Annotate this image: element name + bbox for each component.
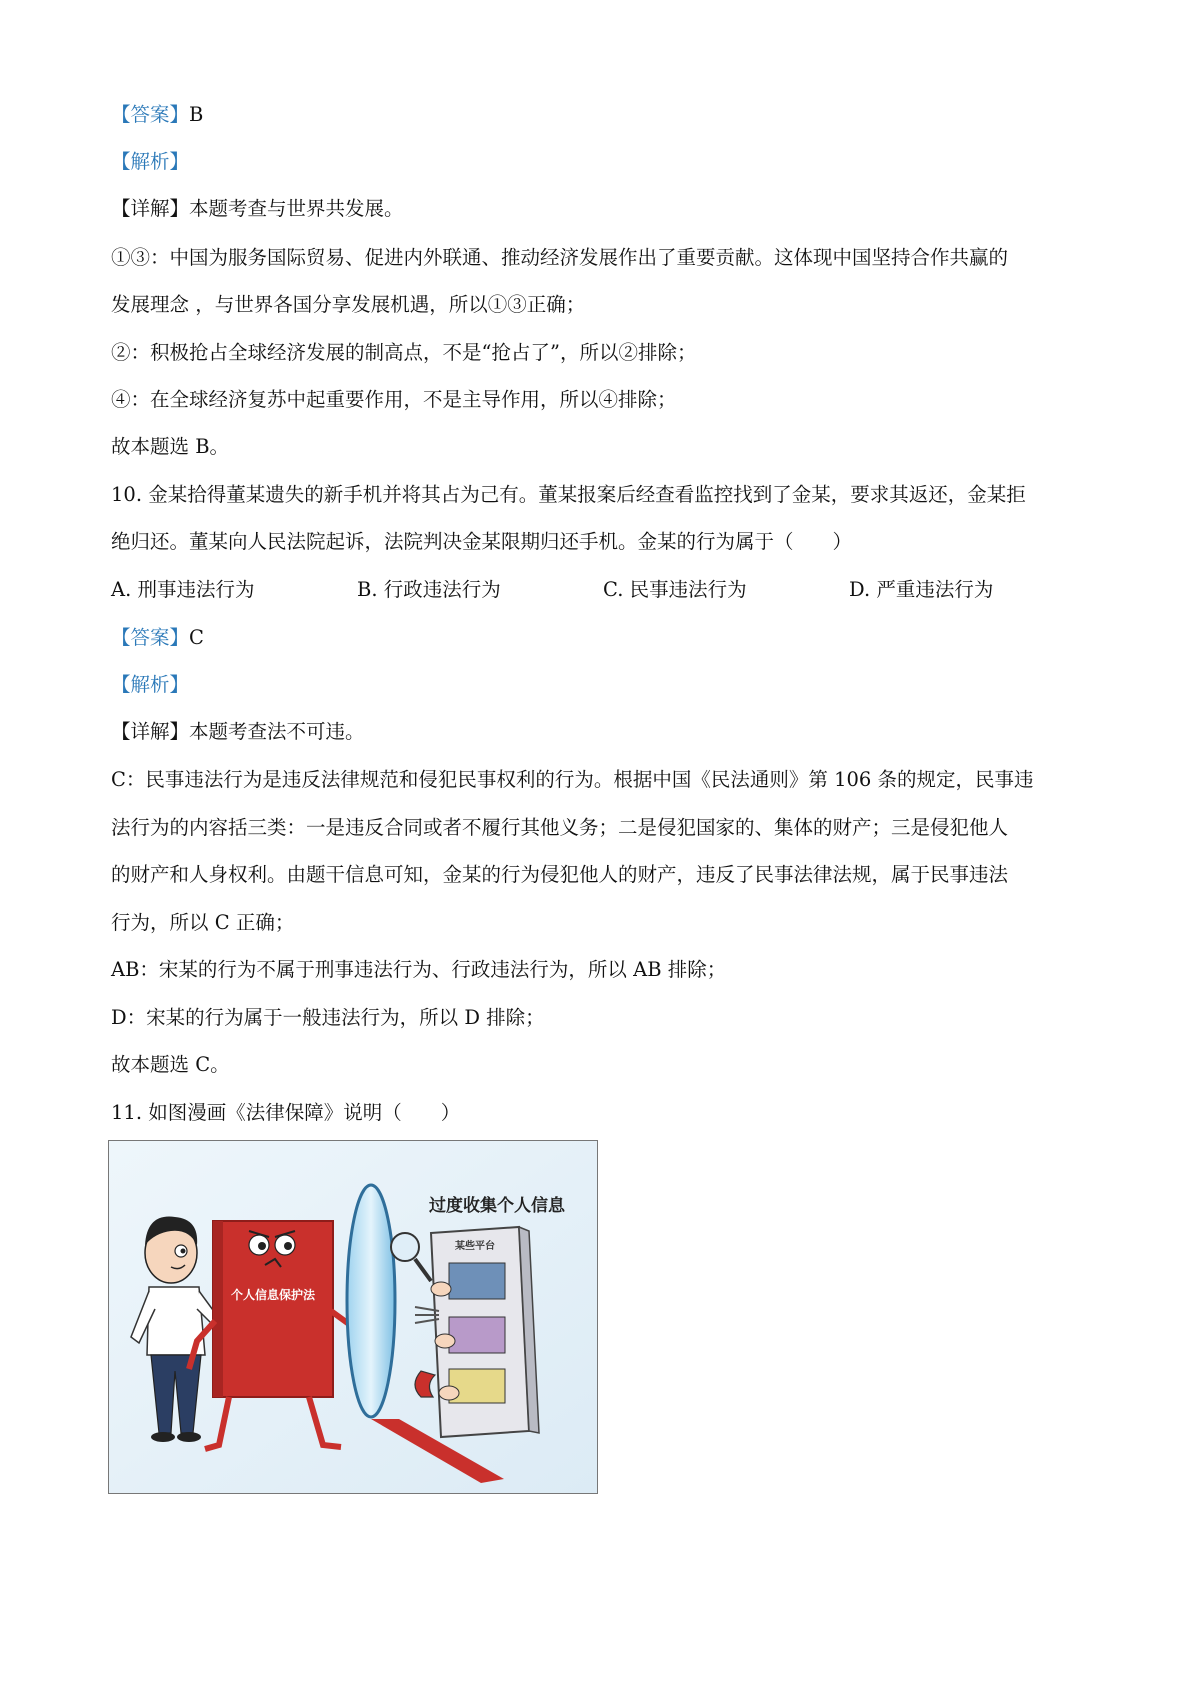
q10-line-3: 的财产和人身权利。由题干信息可知，金某的行为侵犯他人的财产，违反了民事法律法规，属于民事违法 <box>111 863 1009 886</box>
detail-tag: 【详解】 <box>111 197 190 220</box>
q10-line-6: D：宋某的行为属于一般违法行为，所以 D 排除； <box>111 1006 545 1029</box>
q9-line-5: 故本题选 B。 <box>111 435 230 458</box>
q10-stem-2: 绝归还。董某向人民法院起诉，法院判决金某限期归还手机。金某的行为属于（ ） <box>111 530 853 553</box>
cartoon-caption: 过度收集个人信息 <box>429 1196 565 1216</box>
q11-stem: 11. 如图漫画《法律保障》说明（ ） <box>111 1101 461 1124</box>
cartoon-image <box>108 1140 598 1494</box>
q9-line-1: ①③：中国为服务国际贸易、促进内外联通、推动经济发展作出了重要贡献。这体现中国坚持合作共赢的 <box>111 246 1009 269</box>
q10-option-c: C. 民事违法行为 <box>603 578 747 601</box>
q9-analysis-tag: 【解析】 <box>111 150 190 173</box>
magnifier-lens <box>347 1185 395 1417</box>
detail-intro: 本题考查与世界共发展。 <box>189 197 404 220</box>
platform-phone <box>431 1227 539 1437</box>
q10-option-b: B. 行政违法行为 <box>357 578 501 601</box>
q9-line-2: 发展理念 ，与世界各国分享发展机遇，所以①③正确； <box>111 293 586 316</box>
q10-line-1: C：民事违法行为是违反法律规范和侵犯民事权利的行为。根据中国《民法通则》第 106 条的规定，民事违 <box>111 768 1034 791</box>
q9-line-4: ④：在全球经济复苏中起重要作用，不是主导作用，所以④排除； <box>111 388 677 411</box>
q9-answer <box>111 101 203 129</box>
book-label: 个人信息保护法 <box>230 1288 316 1302</box>
answer-value: B <box>189 103 204 126</box>
q9-detail <box>111 195 404 223</box>
detail-tag: 【详解】 <box>111 720 190 743</box>
q10-detail <box>111 718 365 746</box>
answer-value: C <box>189 626 204 649</box>
q10-line-5: AB：宋某的行为不属于刑事违法行为、行政违法行为，所以 AB 排除； <box>111 958 727 981</box>
q10-line-7: 故本题选 C。 <box>111 1053 230 1076</box>
q10-analysis-tag: 【解析】 <box>111 673 190 696</box>
q10-line-4: 行为，所以 C 正确； <box>111 911 295 934</box>
answer-tag: 【答案】 <box>111 626 190 649</box>
answer-tag: 【答案】 <box>111 103 190 126</box>
q9-line-3: ②：积极抢占全球经济发展的制高点，不是“抢占了”，所以②排除； <box>111 341 697 364</box>
q10-answer <box>111 624 204 652</box>
q10-option-d: D. 严重违法行为 <box>849 578 994 601</box>
detail-intro: 本题考查法不可违。 <box>189 720 365 743</box>
q10-option-a: A. 刑事违法行为 <box>111 578 255 601</box>
platform-label: 某些平台 <box>455 1241 495 1252</box>
q10-stem-1: 10. 金某拾得董某遗失的新手机并将其占为己有。董某报案后经查看监控找到了金某，要求其返还，金某拒 <box>111 483 1026 506</box>
q10-line-2: 法行为的内容括三类：一是违反合同或者不履行其他义务；二是侵犯国家的、集体的财产；三是侵犯他人 <box>111 816 1009 839</box>
